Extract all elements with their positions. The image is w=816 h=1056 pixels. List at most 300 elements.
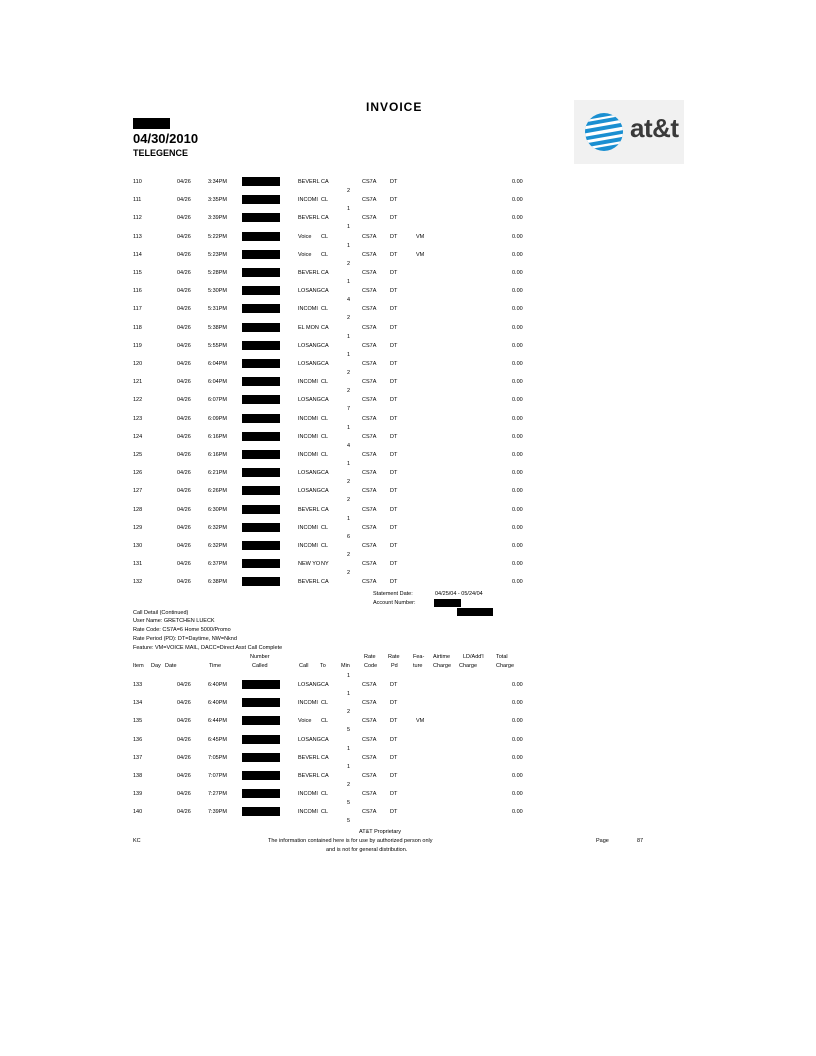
table-row	[0, 415, 816, 431]
rate-code-value: CS7A	[362, 773, 377, 779]
call-state: CL	[321, 379, 329, 386]
rate-period-value: DT	[390, 288, 398, 295]
call-date: 04/26	[177, 397, 191, 404]
call-state: CL	[321, 306, 329, 313]
call-time: 3:39PM	[208, 215, 227, 222]
call-state: CL	[321, 809, 329, 816]
item-number: 135	[133, 718, 143, 725]
call-location: INCOMI	[298, 379, 318, 386]
call-date: 04/26	[177, 791, 191, 798]
redacted-number-called	[242, 486, 280, 495]
total-charge-value: 0.00	[512, 415, 523, 422]
total-charge-value: 0.00	[512, 233, 523, 240]
redacted-number-called	[242, 232, 280, 241]
total-charge-value: 0.00	[512, 215, 523, 222]
call-time: 6:30PM	[208, 506, 227, 513]
table-row	[0, 773, 816, 788]
redacted-number-called	[242, 523, 280, 532]
call-location: BEVERL	[298, 270, 320, 276]
total-charge-value: 0.00	[512, 809, 523, 816]
call-date: 04/26	[177, 306, 191, 313]
call-time: 6:07PM	[208, 397, 227, 404]
call-location: NEW YO	[298, 561, 321, 568]
rate-code-value: CS7A	[362, 197, 377, 204]
call-date: 04/26	[177, 452, 191, 458]
item-number: 115	[133, 270, 142, 276]
call-time: 5:55PM	[208, 342, 227, 349]
total-charge-value: 0.00	[512, 506, 523, 513]
rate-period-value: DT	[390, 397, 398, 404]
total-charge-value: 0.00	[512, 470, 523, 477]
rate-period-value: DT	[390, 433, 398, 440]
call-location: BEVERL	[298, 773, 320, 779]
col-ld-charge: Charge	[459, 663, 478, 669]
minutes-value: 2	[347, 497, 351, 504]
table-row	[0, 718, 816, 734]
minutes-value: 1	[347, 206, 351, 213]
redacted-number-called	[242, 450, 280, 459]
call-location: BEVERL	[298, 579, 320, 586]
proprietary-label: AT&T Proprietary	[359, 829, 401, 835]
col-time: Time	[209, 663, 222, 669]
call-time: 7:07PM	[208, 773, 227, 779]
col-airtime-charge: Charge	[433, 663, 452, 669]
call-time: 7:39PM	[208, 809, 227, 816]
minutes-value: 2	[347, 388, 351, 395]
call-state: CL	[321, 251, 329, 258]
globe-icon	[584, 110, 624, 154]
call-state: CL	[321, 452, 329, 458]
rate-code-value: CS7A	[362, 736, 377, 743]
call-time: 6:26PM	[208, 488, 227, 495]
rate-code-value: CS7A	[362, 179, 377, 185]
rate-period-value: DT	[390, 700, 398, 707]
call-time: 6:45PM	[208, 736, 227, 743]
total-charge-value: 0.00	[512, 773, 523, 779]
rate-period-value: DT	[390, 251, 398, 258]
call-state: CA	[321, 324, 329, 331]
item-number: 136	[133, 736, 143, 743]
item-number: 140	[133, 809, 143, 816]
redacted-number-called	[242, 541, 280, 550]
rate-period-value: DT	[390, 179, 398, 185]
redacted-number-called	[242, 716, 280, 725]
call-location: INCOMI	[298, 700, 318, 707]
redacted-number-called	[242, 195, 280, 204]
minutes-value: 1	[347, 279, 351, 285]
call-date: 04/26	[177, 179, 191, 185]
table-row	[0, 506, 816, 522]
table-row	[0, 452, 816, 467]
minutes-value: 4	[347, 297, 351, 304]
call-time: 7:05PM	[208, 754, 227, 761]
minutes-value: 1	[347, 515, 351, 522]
call-location: INCOMI	[298, 791, 318, 798]
rate-period-value: DT	[390, 736, 398, 743]
call-location: LOSANG	[298, 397, 321, 404]
rate-code-value: CS7A	[362, 361, 377, 367]
logo-wordmark: at&t	[630, 113, 679, 143]
rate-code-value: CS7A	[362, 809, 377, 816]
redacted-number-called	[242, 414, 280, 423]
footer-notice-line1: The information contained here is for use by authorized person only	[268, 838, 433, 844]
item-number: 124	[133, 433, 143, 440]
call-date: 04/26	[177, 433, 191, 440]
rate-code-value: CS7A	[362, 506, 377, 513]
table-row	[0, 288, 816, 304]
table-row	[0, 736, 816, 752]
table-row	[0, 397, 816, 413]
call-date: 04/26	[177, 379, 191, 386]
table-row	[0, 179, 816, 194]
feature-value: VM	[416, 718, 425, 725]
table-row	[0, 342, 816, 358]
total-charge-value: 0.00	[512, 270, 523, 276]
call-time: 5:38PM	[208, 324, 227, 331]
table-row	[0, 215, 816, 231]
redacted-number-called	[242, 680, 280, 689]
item-number: 112	[133, 215, 142, 222]
item-number: 114	[133, 251, 142, 258]
page-title: INVOICE	[366, 100, 423, 114]
minutes-value: 4	[347, 442, 351, 449]
col-ld-top: LD/Add'l	[463, 654, 484, 660]
rate-code-value: CS7A	[362, 524, 377, 531]
table-row	[0, 561, 816, 577]
call-location: EL MON	[298, 324, 319, 331]
total-charge-value: 0.00	[512, 718, 523, 725]
rate-code-value: CS7A	[362, 397, 377, 404]
item-number: 119	[133, 342, 142, 349]
redacted-number-called	[242, 468, 280, 477]
call-time: 5:31PM	[208, 306, 227, 313]
minutes-value: 6	[347, 533, 351, 540]
table-row	[0, 433, 816, 449]
call-date: 04/26	[177, 233, 191, 240]
rate-code-value: CS7A	[362, 324, 377, 331]
rate-period-value: DT	[390, 791, 398, 798]
call-date: 04/26	[177, 561, 191, 568]
minutes-value: 1	[347, 242, 351, 249]
item-number: 120	[133, 361, 143, 367]
rate-code-value: CS7A	[362, 251, 377, 258]
table-row	[0, 324, 816, 340]
call-time: 6:37PM	[208, 561, 227, 568]
call-location: INCOMI	[298, 306, 318, 313]
minutes-value: 1	[347, 745, 351, 752]
call-date: 04/26	[177, 288, 191, 295]
item-number: 133	[133, 682, 143, 688]
total-charge-value: 0.00	[512, 379, 523, 386]
call-date: 04/26	[177, 700, 191, 707]
redacted-number-called	[242, 698, 280, 707]
call-location: INCOMI	[298, 452, 318, 458]
call-state: CL	[321, 543, 329, 549]
call-state: CA	[321, 773, 329, 779]
call-date: 04/26	[177, 543, 191, 549]
call-time: 6:40PM	[208, 700, 227, 707]
call-time: 6:21PM	[208, 470, 227, 477]
redacted-number-called	[242, 268, 280, 277]
minutes-value: 5	[347, 727, 351, 734]
call-time: 6:04PM	[208, 379, 227, 386]
call-time: 6:16PM	[208, 433, 227, 440]
table-row	[0, 233, 816, 249]
call-location: LOSANG	[298, 488, 321, 495]
call-time: 5:22PM	[208, 233, 227, 240]
total-charge-value: 0.00	[512, 361, 523, 367]
redacted-account-number-2	[457, 608, 493, 616]
table-row	[0, 379, 816, 395]
first-minute-value: 1	[347, 673, 351, 679]
rate-period-value: DT	[390, 579, 398, 586]
col-min: Min	[341, 663, 350, 669]
call-location: INCOMI	[298, 809, 318, 816]
rate-period-value: DT	[390, 324, 398, 331]
total-charge-value: 0.00	[512, 543, 523, 549]
minutes-value: 1	[347, 351, 351, 358]
call-state: CA	[321, 736, 329, 743]
table-row	[0, 470, 816, 486]
account-number-label: Account Number:	[373, 600, 416, 606]
col-airtime-top: Airtime	[433, 654, 451, 660]
call-state: CA	[321, 506, 329, 513]
call-state: CA	[321, 288, 329, 295]
call-state: CA	[321, 488, 329, 495]
minutes-value: 2	[347, 552, 351, 558]
item-number: 117	[133, 306, 142, 313]
redacted-number-called	[242, 395, 280, 404]
call-state: CL	[321, 433, 329, 440]
call-date: 04/26	[177, 415, 191, 422]
invoice-date: 04/30/2010	[133, 131, 199, 146]
call-location: Voice	[298, 233, 312, 240]
user-name: User Name: GRETCHEN LUECK	[133, 618, 215, 624]
footer-notice-line2: and is not for general distribution.	[326, 847, 408, 853]
redacted-number-called	[242, 789, 280, 798]
call-date: 04/26	[177, 270, 191, 276]
rate-period-value: DT	[390, 682, 398, 688]
redacted-number-called	[242, 341, 280, 350]
redacted-number-called	[242, 323, 280, 332]
rate-period-value: DT	[390, 470, 398, 477]
item-number: 116	[133, 288, 142, 295]
call-state: CL	[321, 700, 329, 707]
rate-code-value: CS7A	[362, 306, 377, 313]
rate-code-value: CS7A	[362, 415, 377, 422]
call-state: CA	[321, 179, 329, 185]
col-feature-top: Fea-	[413, 654, 425, 660]
call-time: 6:32PM	[208, 524, 227, 531]
col-to: To	[320, 663, 326, 669]
rate-code-value: CS7A	[362, 543, 377, 549]
call-time: 6:09PM	[208, 415, 227, 422]
minutes-value: 5	[347, 818, 351, 825]
redacted-number-called	[242, 359, 280, 368]
call-location: INCOMI	[298, 543, 318, 549]
call-time: 6:40PM	[208, 682, 227, 688]
call-time: 5:23PM	[208, 251, 227, 258]
table-row	[0, 270, 816, 285]
col-total-charge: Charge	[496, 663, 515, 669]
call-location: BEVERL	[298, 179, 320, 185]
table-row	[0, 524, 816, 540]
page-label: Page	[596, 838, 609, 844]
rate-period-value: DT	[390, 361, 398, 367]
rate-period-value: DT	[390, 488, 398, 495]
redacted-number-called	[242, 577, 280, 586]
call-state: CL	[321, 197, 329, 204]
call-date: 04/26	[177, 718, 191, 725]
statement-date-label: Statement Date:	[373, 591, 413, 597]
rate-code-value: CS7A	[362, 379, 377, 386]
item-number: 126	[133, 470, 143, 477]
minutes-value: 2	[347, 709, 351, 716]
rate-code-value: CS7A	[362, 754, 377, 761]
call-location: Voice	[298, 718, 312, 725]
rate-period-value: DT	[390, 506, 398, 513]
call-state: CL	[321, 415, 329, 422]
call-time: 3:35PM	[208, 197, 227, 204]
call-state: CA	[321, 579, 329, 586]
call-state: CL	[321, 524, 329, 531]
rate-period-value: DT	[390, 233, 398, 240]
minutes-value: 1	[347, 424, 351, 431]
minutes-value: 2	[347, 782, 351, 788]
rate-code-value: CS7A	[362, 270, 377, 276]
col-rate-top: Rate	[364, 654, 376, 660]
total-charge-value: 0.00	[512, 306, 523, 313]
item-number: 139	[133, 791, 143, 798]
call-time: 6:32PM	[208, 543, 227, 549]
rate-period-value: DT	[390, 379, 398, 386]
item-number: 121	[133, 379, 143, 386]
call-location: INCOMI	[298, 415, 318, 422]
rate-code-value: CS7A	[362, 288, 377, 295]
call-location: BEVERL	[298, 215, 320, 222]
table-row	[0, 791, 816, 807]
redacted-number-called	[242, 213, 280, 222]
call-state: CA	[321, 682, 329, 688]
total-charge-value: 0.00	[512, 682, 523, 688]
item-number: 134	[133, 700, 143, 707]
minutes-value: 1	[347, 461, 351, 467]
total-charge-value: 0.00	[512, 288, 523, 295]
minutes-value: 1	[347, 224, 351, 231]
call-location: LOSANG	[298, 682, 321, 688]
total-charge-value: 0.00	[512, 342, 523, 349]
rate-code: Rate Code: CS7A=6 Home 5000/Promo	[133, 627, 231, 633]
redacted-number-called	[242, 771, 280, 780]
table-row	[0, 543, 816, 558]
redacted-number-called	[242, 753, 280, 762]
redacted-block	[133, 118, 170, 129]
table-row	[0, 700, 816, 716]
redacted-number-called	[242, 559, 280, 568]
col-item: Item	[133, 663, 144, 669]
item-number: 130	[133, 543, 143, 549]
total-charge-value: 0.00	[512, 561, 523, 568]
call-location: BEVERL	[298, 754, 320, 761]
page-number: 87	[637, 838, 644, 844]
rate-period-value: DT	[390, 718, 398, 725]
call-date: 04/26	[177, 506, 191, 513]
total-charge-value: 0.00	[512, 433, 523, 440]
total-charge-value: 0.00	[512, 524, 523, 531]
total-charge-value: 0.00	[512, 397, 523, 404]
total-charge-value: 0.00	[512, 791, 523, 798]
total-charge-value: 0.00	[512, 324, 523, 331]
col-date: Date	[165, 663, 177, 669]
call-date: 04/26	[177, 524, 191, 531]
col-code: Code	[364, 663, 378, 669]
call-date: 04/26	[177, 324, 191, 331]
redacted-number-called	[242, 735, 280, 744]
minutes-value: 2	[347, 479, 351, 486]
total-charge-value: 0.00	[512, 700, 523, 707]
footer-left-code: KC	[133, 838, 141, 844]
rate-code-value: CS7A	[362, 682, 377, 688]
col-day: Day	[151, 663, 161, 669]
rate-code-value: CS7A	[362, 433, 377, 440]
call-location: LOSANG	[298, 342, 321, 349]
col-called: Called	[252, 663, 268, 669]
call-state: CL	[321, 791, 329, 798]
rate-code-value: CS7A	[362, 718, 377, 725]
rate-period-value: DT	[390, 561, 398, 568]
table-row	[0, 682, 816, 697]
col-total-top: Total	[496, 654, 508, 660]
table-row	[0, 754, 816, 770]
att-logo	[574, 100, 684, 164]
total-charge-value: 0.00	[512, 179, 523, 185]
call-state: CA	[321, 470, 329, 477]
table-row	[0, 361, 816, 376]
item-number: 129	[133, 524, 143, 531]
minutes-value: 1	[347, 333, 351, 340]
rate-period-value: DT	[390, 809, 398, 816]
item-number: 111	[133, 197, 142, 204]
rate-period-value: DT	[390, 342, 398, 349]
table-row	[0, 809, 816, 825]
table-row	[0, 580, 816, 590]
call-state: CA	[321, 754, 329, 761]
rate-code-value: CS7A	[362, 791, 377, 798]
total-charge-value: 0.00	[512, 197, 523, 204]
call-date: 04/26	[177, 361, 191, 367]
redacted-account-number	[434, 599, 461, 607]
call-date: 04/26	[177, 579, 191, 586]
call-date: 04/26	[177, 342, 191, 349]
item-number: 123	[133, 415, 143, 422]
rate-period-value: DT	[390, 415, 398, 422]
call-state: NY	[321, 561, 329, 568]
item-number: 110	[133, 179, 142, 185]
rate-code-value: CS7A	[362, 470, 377, 477]
redacted-number-called	[242, 177, 280, 186]
call-time: 5:30PM	[208, 288, 227, 295]
minutes-value: 7	[347, 406, 351, 413]
call-location: LOSANG	[298, 288, 321, 295]
item-number: 128	[133, 506, 143, 513]
call-date: 04/26	[177, 251, 191, 258]
table-row	[0, 488, 816, 504]
minutes-value: 1	[347, 691, 351, 697]
item-number: 125	[133, 452, 143, 458]
redacted-number-called	[242, 432, 280, 441]
call-state: CA	[321, 215, 329, 222]
call-state: CA	[321, 342, 329, 349]
